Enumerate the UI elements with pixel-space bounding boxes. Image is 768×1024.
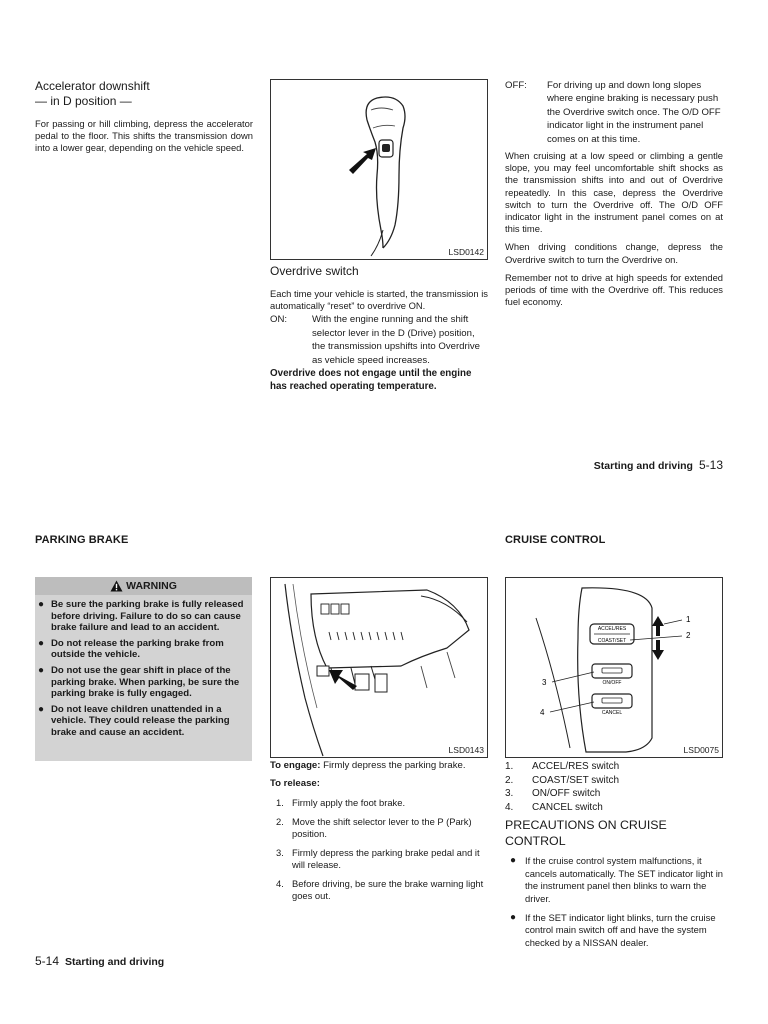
accelerator-downshift-heading: Accelerator downshift	[35, 79, 150, 93]
arrow-up-icon	[652, 616, 664, 636]
switch-label-cancel: CANCEL	[601, 710, 623, 716]
precautions-heading: PRECAUTIONS ON CRUISE CONTROL	[505, 818, 667, 848]
switch-item: 1. ACCEL/RES switch	[505, 761, 620, 772]
overdrive-switch-figure	[270, 79, 488, 260]
precaution-item: ● If the cruise control system malfunctions, it cancels automatically. The SET indicator light in the instrument panel then blinks to warn the driver.	[510, 855, 724, 904]
warning-item: ● Do not release the parking brake from outside the vehicle.	[38, 637, 224, 661]
shift-lever-illustration	[271, 80, 487, 259]
precautions-list	[505, 855, 725, 949]
warning-triangle-icon	[110, 580, 123, 592]
callout-3: 3	[542, 678, 547, 687]
overdrive-on-definition	[270, 313, 488, 367]
overdrive-off-section	[505, 79, 723, 308]
cruise-switch-illustration	[506, 578, 722, 757]
off-description: For driving up and down long slopes where engine braking is necessary push the Overdrive switch once. The O/D OFF indicator light in the instrument panel comes on at this time.	[547, 80, 721, 145]
arrow-icon	[329, 670, 357, 690]
cruise-switch-list	[505, 760, 725, 814]
callout-2: 2	[686, 631, 691, 640]
callout-1: 1	[686, 615, 691, 624]
figure-code: LSD0075	[683, 745, 719, 755]
footer-page-number: 5-13	[698, 458, 723, 472]
footer-section-title: Starting and driving	[65, 956, 165, 968]
switch-label-onoff: ON/OFF	[602, 680, 622, 686]
release-label: To release:	[270, 778, 320, 789]
page-footer-5-13	[594, 458, 723, 472]
brake-pedal	[317, 666, 329, 676]
overdrive-off-definition	[505, 79, 723, 146]
overdrive-operating-note: Overdrive does not engage until the engine has reached operating temperature.	[270, 368, 472, 392]
figure-code: LSD0143	[448, 745, 484, 755]
warning-list	[35, 595, 252, 739]
cruise-switch-list-section	[505, 760, 725, 955]
warning-box	[35, 577, 252, 761]
on-off-switch	[592, 664, 632, 678]
release-step: 3. Firmly depress the parking brake pedal and it will release.	[276, 846, 480, 870]
switch-item: 2. COAST/SET switch	[505, 774, 620, 786]
warning-item: ● Be sure the parking brake is fully released before driving. Failure to do so can cause brake failure and lead to an accident.	[38, 599, 244, 634]
cruise-control-heading: CRUISE CONTROL	[505, 534, 606, 546]
switch-label-coast: COAST/SET	[597, 638, 627, 644]
precaution-item: ● If the SET indicator light blinks, turn the cruise control main switch off and have the system checked by a NISSAN dealer.	[510, 911, 716, 948]
off-term: OFF:	[505, 80, 527, 91]
overdrive-para-1: When cruising at a low speed or climbing a gentle slope, you may feel uncomfortable shift shocks as the transmission shifts into and out of Overdrive repeatedly. In this case, depress the Overdrive switch to turn the Overdrive off. The O/D OFF indicator light in the instrument panel comes on at this time.	[505, 150, 723, 235]
cruise-control-figure	[505, 577, 723, 758]
overdrive-switch-section	[270, 264, 488, 393]
cancel-switch	[592, 694, 632, 708]
release-step: 1. Firmly apply the foot brake.	[276, 797, 406, 808]
warning-item: ● Do not use the gear shift in place of the parking brake. When parking, be sure the parking brake is fully engaged.	[38, 664, 240, 700]
footer-page-number: 5-14	[35, 954, 60, 968]
warning-item: ● Do not leave children unattended in a vehicle. They could release the parking brake and cause an accident.	[38, 703, 230, 738]
overdrive-para-2: When driving conditions change, depress the Overdrive switch to turn the Overdrive on.	[505, 241, 723, 265]
on-term: ON:	[270, 314, 288, 326]
callout-4: 4	[540, 708, 545, 717]
switch-item: 3. ON/OFF switch	[505, 788, 601, 800]
footer-section-title: Starting and driving	[593, 460, 693, 472]
overdrive-switch-heading: Overdrive switch	[270, 264, 359, 278]
parking-brake-instructions	[270, 760, 488, 908]
figure-code: LSD0142	[448, 247, 484, 257]
parking-brake-heading: PARKING BRAKE	[35, 534, 129, 546]
switch-label-accel: ACCEL/RES	[597, 626, 627, 632]
accelerator-downshift-subheading: — in D position —	[35, 94, 132, 108]
release-step: 4. Before driving, be sure the brake warning light goes out.	[276, 877, 484, 901]
engage-instruction: To engage: Firmly depress the parking brake.	[270, 760, 466, 771]
warning-header	[35, 577, 252, 595]
accelerator-downshift-section	[35, 79, 253, 155]
overdrive-intro: Each time your vehicle is started, the transmission is automatically “reset” to overdrive ON.	[270, 288, 488, 312]
parking-brake-illustration	[271, 578, 487, 757]
release-step: 2. Move the shift selector lever to the P (Park) position.	[276, 815, 472, 839]
switch-item: 4. CANCEL switch	[505, 801, 603, 813]
accelerator-downshift-body: For passing or hill climbing, depress the accelerator pedal to the floor. This shifts the transmission down into a lower gear, depending on the vehicle speed.	[35, 118, 253, 154]
arrow-icon	[349, 148, 376, 174]
parking-brake-figure	[270, 577, 488, 758]
warning-title: WARNING	[126, 580, 177, 592]
on-description: With the engine running and the shift selector lever in the D (Drive) position, the transmission upshifts into Overdrive as vehicle speed increases.	[312, 314, 480, 366]
overdrive-para-3: Remember not to drive at high speeds for extended periods of time with the Overdrive off. This reduces fuel economy.	[505, 271, 723, 308]
arrow-down-icon	[652, 640, 664, 660]
page-footer-5-14	[35, 954, 164, 968]
release-steps	[270, 797, 488, 902]
